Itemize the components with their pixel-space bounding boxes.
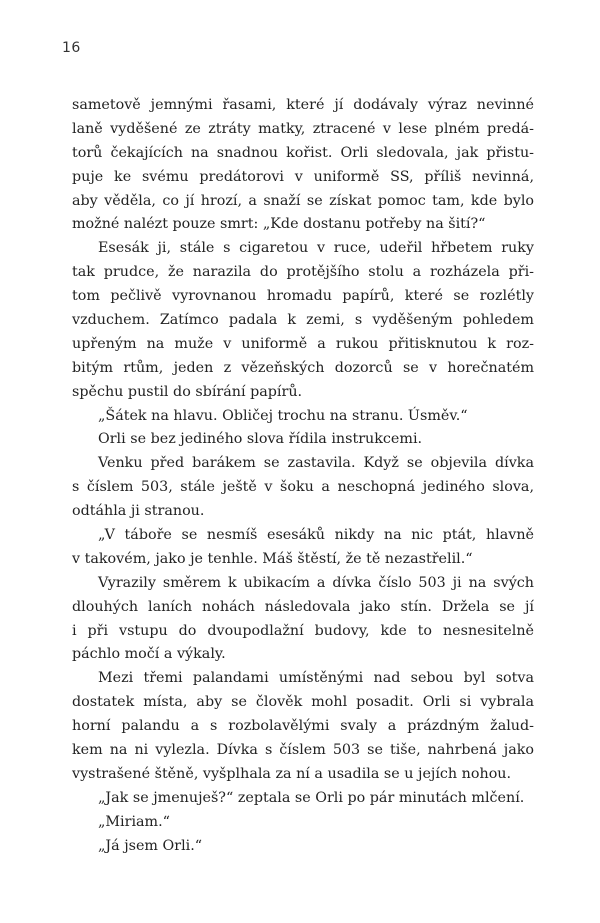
text-line: vzduchem. Zatímco padala k zemi, s vyděšeným pohledem — [72, 312, 534, 329]
text-line: tak prudce, že narazila do protějšího stolu a rozházela při- — [72, 264, 534, 281]
text-line: s číslem 503, stále ještě v šoku a neschopná jediného slova, — [72, 479, 534, 496]
text-line: „Jak se jmenuješ?“ zeptala se Orli po pár minutách mlčení. — [98, 789, 525, 806]
text-line: „V táboře se nesmíš esesáků nikdy na nic ptát, hlavně — [98, 527, 534, 544]
text-line: Orli se bez jediného slova řídila instrukcemi. — [98, 431, 423, 448]
text-line: torů čekajících na snadnou kořist. Orli sledovala, jak přistu- — [72, 144, 534, 161]
text-line: „Já jsem Orli.“ — [98, 837, 203, 854]
text-line: aby věděla, co jí hrozí, a snaží se získat pomoc tam, kde bylo — [72, 192, 534, 209]
text-line: odtáhla ji stranou. — [72, 503, 205, 520]
text-line: kem na ni vylezla. Dívka s číslem 503 se tiše, nahrbená jako — [72, 742, 534, 759]
text-line: „Šátek na hlavu. Obličej trochu na stranu. Úsměv.“ — [98, 407, 468, 424]
text-line: horní palandu a s rozbolavělými svaly a prázdným žalud- — [72, 718, 534, 735]
text-line: Esesák ji, stále s cigaretou v ruce, udeřil hřbetem ruky — [98, 240, 534, 257]
text-line: možné nalézt pouze smrt: „Kde dostanu potřeby na šití?“ — [72, 216, 486, 233]
text-line: dlouhých laních nohách následovala jako stín. Držela se jí — [72, 598, 534, 615]
page-number: 16 — [62, 40, 81, 56]
text-line: i při vstupu do dvoupodlažní budovy, kde to nesnesitelně — [72, 622, 534, 639]
text-line: páchlo močí a výkaly. — [72, 646, 226, 663]
text-line: upřeným na muže v uniformě a rukou přitisknutou k roz- — [72, 335, 534, 352]
text-line: v takovém, jako je tenhle. Máš štěstí, že tě nezastřelil.“ — [72, 550, 473, 567]
text-line: dostatek místa, aby se člověk mohl posadit. Orli si vybrala — [72, 694, 534, 711]
text-line: puje ke svému predátorovi v uniformě SS, příliš nevinná, — [72, 168, 534, 185]
text-line: tom pečlivě vyrovnanou hromadu papírů, které se rozlétly — [72, 288, 534, 305]
text-line: bitým rtům, jeden z vězeňských dozorců se v horečnatém — [72, 359, 534, 376]
text-line: Vyrazily směrem k ubikacím a dívka číslo 503 ji na svých — [98, 574, 534, 591]
text-line: sametově jemnými řasami, které jí dodávaly výraz nevinné — [72, 97, 534, 113]
text-line: Mezi třemi palandami umístěnými nad sebou byl sotva — [98, 670, 534, 687]
text-line: „Miriam.“ — [98, 813, 170, 830]
text-line: laně vyděšené ze ztráty matky, ztracené v lese plném predá- — [72, 120, 534, 137]
body-text — [72, 94, 534, 859]
text-line: spěchu pustil do sbírání papírů. — [72, 383, 303, 400]
text-line: vystrašené štěně, vyšplhala za ní a usadila se u jejích nohou. — [72, 765, 512, 782]
text-line: Venku před barákem se zastavila. Když se objevila dívka — [98, 455, 534, 472]
